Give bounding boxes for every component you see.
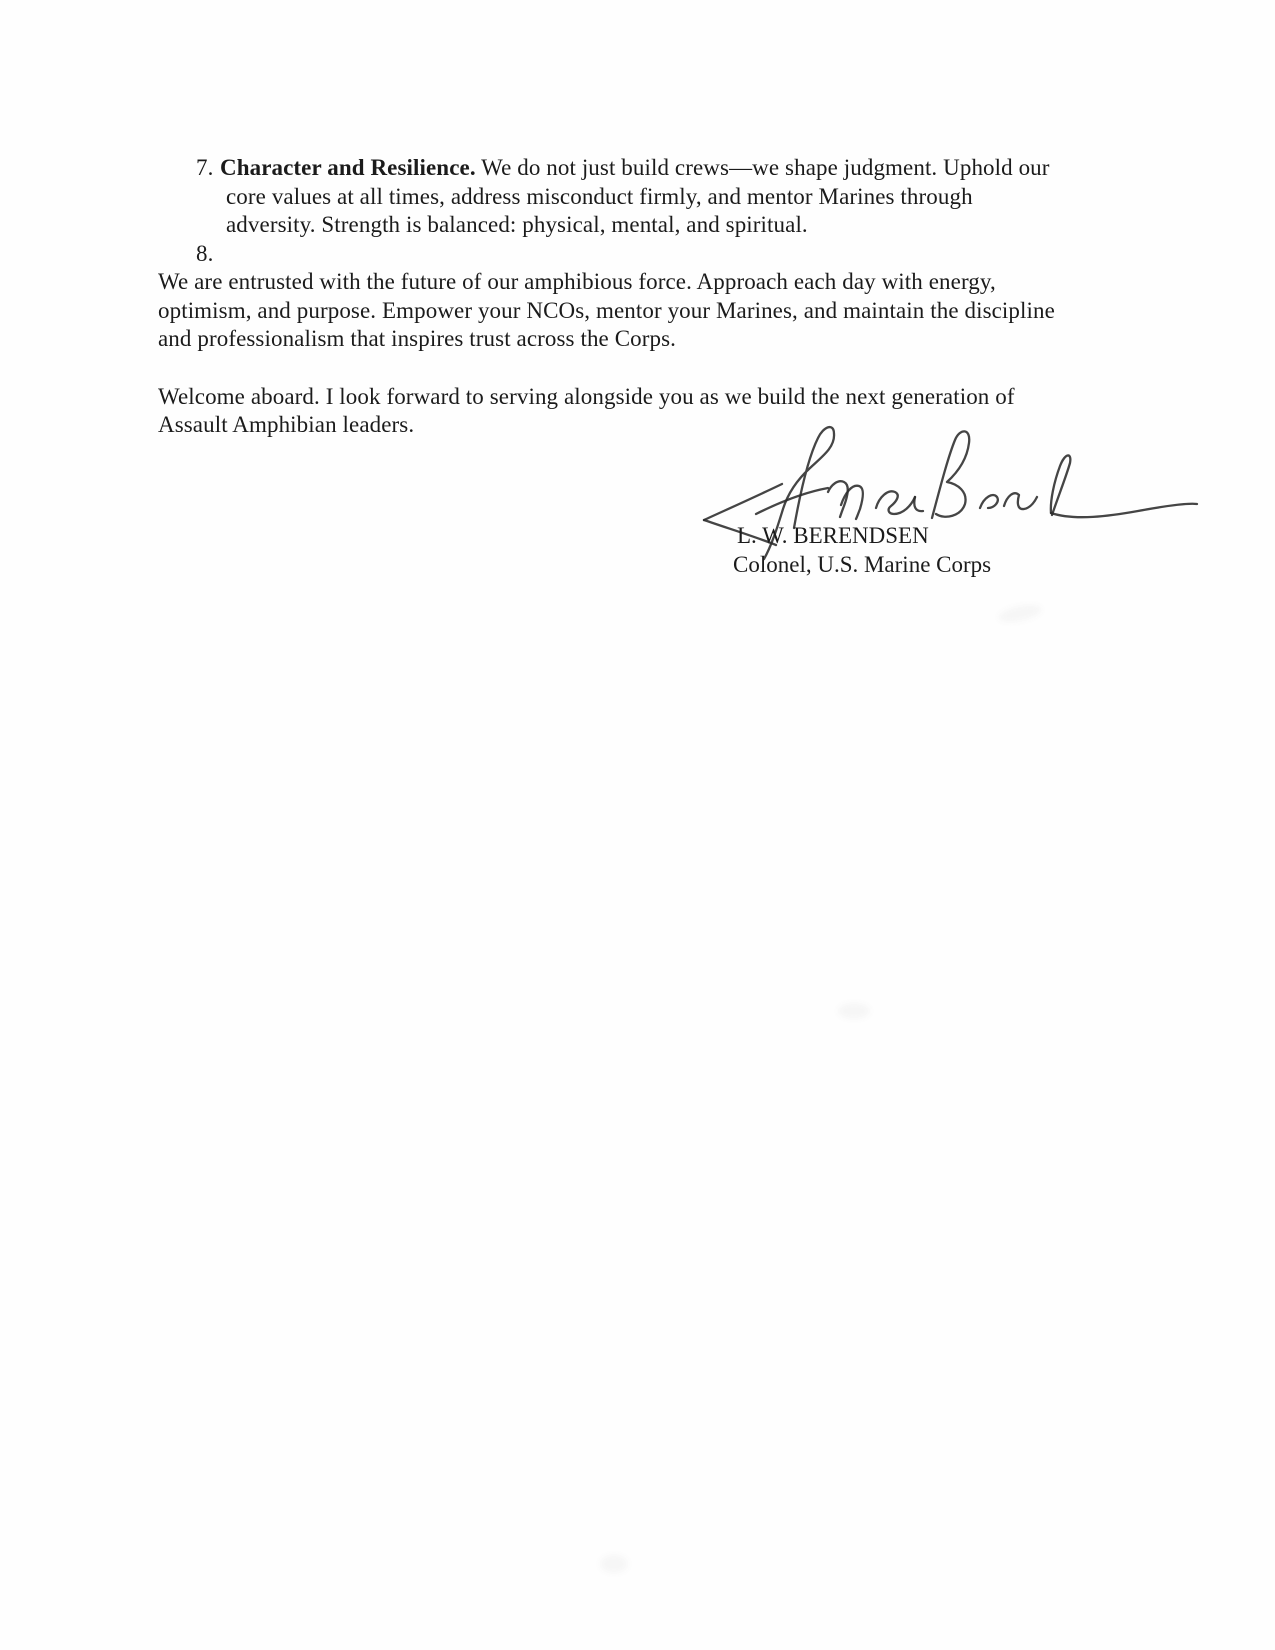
item-7-bold-lead: Character and Resilience.: [220, 155, 476, 180]
item-7-number: 7.: [196, 155, 214, 180]
item-7-line-1-rest: We do not just build crews—we shape judgment. Uphold our: [475, 155, 1050, 180]
item-8-number: 8.: [196, 240, 214, 266]
signer-name: L. W. BERENDSEN: [737, 523, 929, 548]
closing-paragraph-line-3: and professionalism that inspires trust across the Corps.: [158, 326, 677, 351]
numbered-item-8: [196, 240, 1118, 269]
item-7-text: [220, 154, 1118, 240]
numbered-item-7: [196, 154, 1118, 240]
scan-smudge: [838, 1003, 870, 1019]
closing-paragraph: [158, 268, 1118, 354]
item-7-line-3: adversity. Strength is balanced: physical, mental, and spiritual.: [226, 212, 808, 237]
signer-title: Colonel, U.S. Marine Corps: [733, 551, 992, 577]
welcome-paragraph-line-2: Assault Amphibian leaders.: [158, 412, 415, 437]
closing-paragraph-line-2: optimism, and purpose. Empower your NCOs, mentor your Marines, and maintain the discipline: [158, 297, 1055, 323]
letter-body: [158, 154, 1118, 440]
item-7-line-2: core values at all times, address misconduct firmly, and mentor Marines through: [226, 183, 973, 209]
item-8-text: [220, 240, 1118, 269]
scan-smudge: [600, 1555, 628, 1573]
signature-block: [733, 522, 991, 579]
closing-paragraph-line-1: We are entrusted with the future of our amphibious force. Approach each day with energy,: [158, 269, 996, 294]
item-7-line-1: [220, 154, 1118, 183]
scan-smudge: [997, 602, 1043, 626]
welcome-paragraph: [158, 383, 1118, 440]
welcome-paragraph-line-1: Welcome aboard. I look forward to serving alongside you as we build the next generation of: [158, 383, 1015, 409]
